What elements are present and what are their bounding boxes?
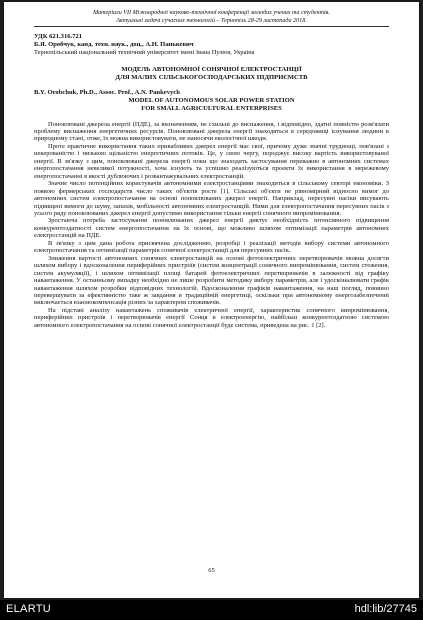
- header-line-1: Матеріали VII Міжнародної науково-технічної конференції молодих учених та студентів.: [93, 10, 330, 16]
- title-ua: [34, 66, 389, 82]
- conference-header: [34, 10, 389, 27]
- title-en: [34, 97, 389, 113]
- udk-code: УДК 621.316.721: [34, 33, 83, 41]
- authors-en: B.Y. Orobchuk, Ph.D., Assoc. Prof., A.N. Pankevych: [34, 89, 180, 97]
- paragraph-6: Зниження вартості автономних сонячних електростанцій на основі фотоелектричних перетворювачів можна досягти шляхом вибору і вдосконалення периферійних пристроїв (систем концентрації сонячного випромінювання, систем стеження, систем акумуляції), і шляхом оптимізації площі батарей фотоелектричних перетворювачів в залежності від графіку навантаження. У останньому випадку необхідно не лише розробити методику вибору параметрів, але і удосконалювати графік навантаження шляхом розробки відповідних технологій. Вдосконалення графіків навантаження, на наш погляд, повинно перевершувати за ефективністю таке ж завдання в традиційній енергетиці, оскільки при автономному енергозабезпеченні виключається взаємокомпенсація різних за характером споживачів.: [34, 254, 389, 307]
- header-line-2: Актуальні задачі сучасних технологій – Тернопіль 28-29 листопада 2018.: [116, 17, 307, 24]
- authors-ua: Б.Я. Оробчук, канд. техн. наук., доц., А.Н. Панькевич: [34, 41, 194, 49]
- repository-label: ELARTU: [6, 603, 51, 615]
- paragraph-1: Поновлювані джерела енергії (ПДЕ), за визначенням, не схильні до виснаження, і відповідно, здатні повністю розв'язати проблему виснаження енергетичних ресурсів. Поновлювані джерела енергії знаходяться в середовищі існування людини в природному стані, отже, їх можна використовувати, не наносячи екологічної шкоди.: [34, 120, 389, 143]
- affiliation: Тернопільський національний технічний університет імені Івана Пулюя, Україна: [34, 49, 255, 57]
- title-en-line-2: FOR SMALL AGRICULTURAL ENTERPRISES: [141, 104, 282, 112]
- title-ua-line-1: МОДЕЛЬ АВТОНОМНОЇ СОНЯЧНОЇ ЕЛЕКТРОСТАНЦІЇ: [121, 66, 302, 74]
- paragraph-5: В зв'язку з цим дана робота присвячена дослідженню, розробці і реалізації методів вибору системи автономного електропостачання та оптимізації параметрів сонячної електростанції для пересувних пасік.: [34, 239, 389, 255]
- viewer-status-bar: [0, 600, 423, 620]
- handle-label: hdl:lib/27745: [354, 603, 417, 615]
- paragraph-2: Проте практичне використання таких привабливих джерел енергії має свої, причому дуже значні труднощі, пов'язані з некерованістю і низькою щільністю енергетичних потоків. Це, у свою чергу, породжує високу вартість використовуваної енергії. В зв'язку з цим, поновлювані джерела енергії поки що знаходять застосування переважно в автономних системах енергопостачання невеликої потужності, хоча існують та успішно реалізуються проекти їх використання в мережевому енергопостачанні в якості дублюючих і розвантажувальних електростанцій.: [34, 142, 389, 180]
- paragraph-3: Значне число потенційних користувачів автономними електростанціями знаходиться в сільському секторі економіки. З появою фермерських господарств число таких об'єктів росте [1]. Сільські об'єкти не рівномірний відносно вимог до автономних систем електропостачання на основі поновлюваних джерел енергії. Наприклад, пересувні пасіки висувають підвищені вимоги до шуму, запахів, мобільності автономних електростанцій. Ними для електропостачання пересувних пасік з усього ряду поновлюваних джерел енергії допустимо використання тільки енергії сонячного випромінювання.: [34, 180, 389, 218]
- page-number: 65: [208, 567, 215, 574]
- body-text: [34, 121, 389, 330]
- paragraph-7: На підставі аналізу навантажень споживачів електричної енергії, характеристик сонячного випромінювання, периферійних пристроїв і перетворювачів енергії Сонця в електроенергію, найбільш конкурентоздатною системою автономного електропостачання на основі сонячної електростанції буде система, приведена на рис. 1 [2].: [34, 306, 389, 329]
- page-content: [34, 10, 389, 329]
- title-en-line-1: MODEL OF AUTONOMOUS SOLAR POWER STATION: [128, 96, 295, 104]
- paragraph-4: Зростаюча потреба застосування поновлюваних джерел енергії диктує необхідність інтенсивного підвищення конкурентоздатності систем енергопостачання на їх основі, що можливо шляхом оптимізації параметрів автономних електростанцій на ПДЕ.: [34, 217, 389, 240]
- title-ua-line-2: ДЛЯ МАЛИХ СІЛЬСЬКОГОСПОДАРСЬКИХ ПІДПРИЄМСТВ: [115, 74, 308, 82]
- document-page: [4, 2, 419, 598]
